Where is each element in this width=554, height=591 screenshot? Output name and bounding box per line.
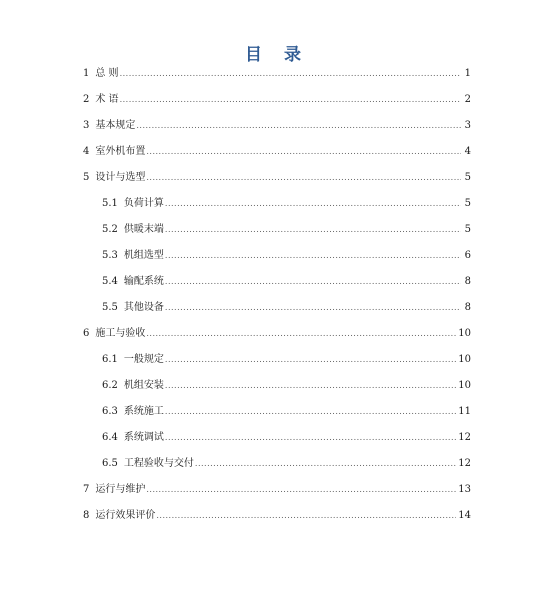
toc-entry-number: 5: [83, 172, 90, 183]
toc-entry-leader: [165, 378, 456, 394]
toc-entry-page: 12: [458, 458, 471, 469]
toc-entry-leader: [146, 144, 461, 160]
toc-entry-leader: [120, 66, 461, 82]
toc-entry-page: 10: [458, 354, 471, 365]
toc-entry-page: 11: [458, 406, 471, 417]
toc-entry-label: 一般规定: [123, 354, 164, 365]
toc-entry-number: 5.4: [102, 276, 118, 287]
toc-entry-number: 8: [83, 510, 90, 521]
toc-entry-number: 6: [83, 328, 90, 339]
toc-entry[interactable]: [83, 144, 471, 160]
toc-entry-label: 施工与验收: [95, 328, 146, 339]
toc-entry-page: 8: [464, 302, 471, 313]
toc-entry[interactable]: [102, 248, 471, 264]
toc-entry-label: 供暖末端: [123, 224, 164, 235]
toc-entry-label: 基本规定: [95, 120, 136, 131]
toc-entry-number: 6.5: [102, 458, 118, 469]
toc-entry-leader: [146, 170, 461, 186]
toc-entry-page: 10: [458, 380, 471, 391]
toc-entry-leader: [120, 92, 461, 108]
toc-entry-leader: [165, 352, 456, 368]
toc-entry-page: 8: [464, 276, 471, 287]
toc-entry-number: 4: [83, 146, 90, 157]
toc-entry-leader: [195, 456, 456, 472]
toc-entry-number: 3: [83, 120, 90, 131]
toc-entry-leader: [146, 482, 456, 498]
toc-entry-leader: [165, 274, 461, 290]
toc-entry-page: 5: [464, 198, 471, 209]
toc-entry-label: 运行与维护: [95, 484, 146, 495]
toc-entry[interactable]: [83, 92, 471, 108]
toc-entry[interactable]: [83, 170, 471, 186]
toc-entry-page: 5: [464, 224, 471, 235]
toc-entry-label: 系统施工: [123, 406, 164, 417]
toc-entry-number: 6.2: [102, 380, 118, 391]
toc-entry[interactable]: [102, 430, 471, 446]
toc-entry-label: 机组选型: [123, 250, 164, 261]
toc-entry-leader: [165, 196, 461, 212]
toc-entry-page: 14: [458, 510, 471, 521]
toc-entry[interactable]: [83, 66, 471, 82]
toc-entry-label: 机组安装: [123, 380, 164, 391]
toc-entry[interactable]: [83, 326, 471, 342]
toc-entry-label: 输配系统: [123, 276, 164, 287]
toc-entry-label: 总 则: [95, 68, 119, 79]
toc-entry[interactable]: [83, 508, 471, 524]
toc-entry-number: 5.2: [102, 224, 118, 235]
toc-entry[interactable]: [102, 404, 471, 420]
toc-entry-label: 工程验收与交付: [123, 458, 194, 469]
toc-entry-number: 6.4: [102, 432, 118, 443]
toc-entry[interactable]: [83, 118, 471, 134]
toc-entry-leader: [146, 326, 456, 342]
toc-entry-number: 5.3: [102, 250, 118, 261]
toc-entry-label: 负荷计算: [123, 198, 164, 209]
toc-entry-page: 10: [458, 328, 471, 339]
toc-entry-label: 室外机布置: [95, 146, 146, 157]
toc-entry-page: 4: [464, 146, 471, 157]
toc-entry[interactable]: [102, 378, 471, 394]
toc-entry[interactable]: [83, 482, 471, 498]
toc-entry-page: 1: [464, 68, 471, 79]
toc-entry-leader: [165, 430, 456, 446]
toc-entry-number: 2: [83, 94, 90, 105]
toc-entry[interactable]: [102, 222, 471, 238]
toc-entry-number: 5.5: [102, 302, 118, 313]
toc-entry-number: 6.3: [102, 406, 118, 417]
toc-entry-leader: [165, 300, 461, 316]
toc-entry-number: 7: [83, 484, 90, 495]
toc-entry[interactable]: [102, 300, 471, 316]
toc-entry-leader: [136, 118, 461, 134]
toc-entry-leader: [165, 248, 461, 264]
toc-entry-leader: [165, 222, 461, 238]
toc-entry-label: 运行效果评价: [95, 510, 156, 521]
toc-entry[interactable]: [102, 274, 471, 290]
toc-entry-page: 13: [458, 484, 471, 495]
toc-entry[interactable]: [102, 352, 471, 368]
toc-entry[interactable]: [102, 456, 471, 472]
toc-entry-number: 5.1: [102, 198, 118, 209]
toc-entry-page: 5: [464, 172, 471, 183]
toc-entry[interactable]: [102, 196, 471, 212]
toc-entry-leader: [156, 508, 456, 524]
toc-entry-label: 其他设备: [123, 302, 164, 313]
toc-title: 目 录: [245, 45, 309, 65]
toc-entry-page: 6: [464, 250, 471, 261]
toc-entry-page: 2: [464, 94, 471, 105]
toc-entry-leader: [165, 404, 456, 420]
toc-entry-number: 6.1: [102, 354, 118, 365]
toc-entry-label: 术 语: [95, 94, 119, 105]
toc-entry-label: 设计与选型: [95, 172, 146, 183]
toc-entry-number: 1: [83, 68, 90, 79]
toc-entry-page: 3: [464, 120, 471, 131]
toc-entry-page: 12: [458, 432, 471, 443]
toc-entry-label: 系统调试: [123, 432, 164, 443]
